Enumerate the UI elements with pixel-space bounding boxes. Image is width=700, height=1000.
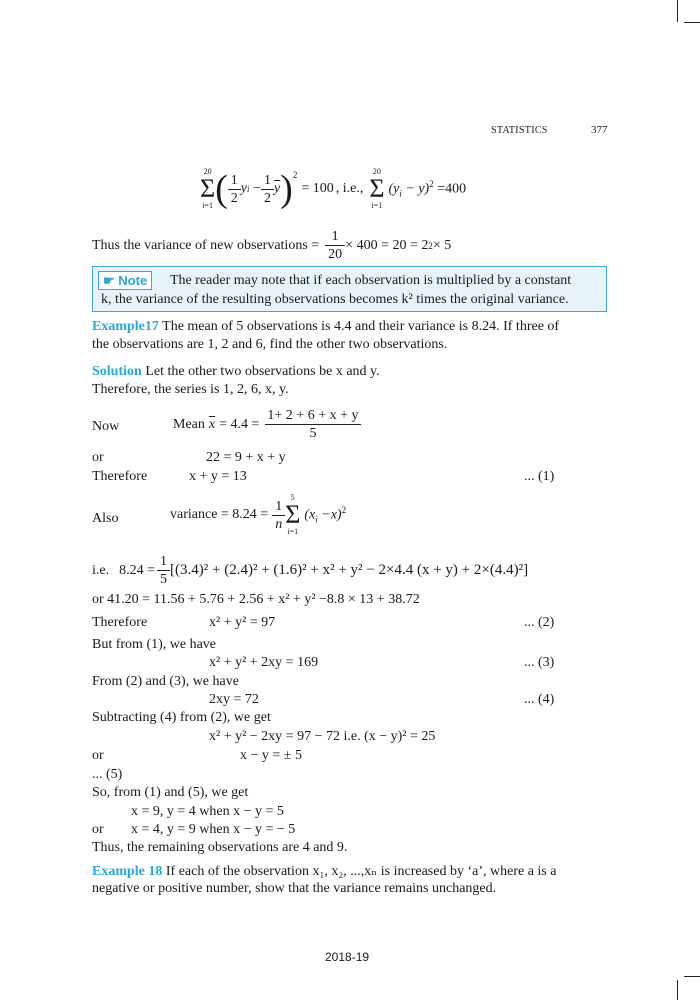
example17-line2: the observations are 1, 2 and 6, find the other two observations. [92,337,448,352]
solution-case-2: x = 4, y = 9 when x − y = − 5 [131,822,296,837]
crop-mark-bottom-vertical [677,980,678,1000]
variance-equation: variance = 8.24 = $\frac{1}{n}$ 5 Σ i=1 $(x_i -x)^2$ [170,493,347,536]
so-from-line: So, from (1) and (5), we get [92,785,249,800]
summation-symbol-3: 5 Σ i=1 [285,493,301,536]
pointing-hand-icon: ☛ [103,273,115,288]
equation-top: 20 Σ i=1 ( $\frac{1}{2}$ y i − $\frac{1}{2}$ $\overline{y}$ ) $^2$ = 100 , i.e., 20 Σ i=1 $(y_i - y)^2 =400$ [200,167,467,210]
note-box [92,266,607,312]
example18-label: Example 18 [92,864,163,879]
equation-4: 2xy = 72 [209,692,259,707]
or-expansion-line: or 41.20 = 11.56 + 5.76 + 2.56 + x² + y² −8.8 × 13 + 38.72 [92,592,420,607]
solution-case-1: x = 9, y = 4 when x − y = 5 [131,804,284,819]
or-label-1: or [92,450,104,465]
example18-line1: Example 18 If each of the observation x₁, x₂, ...,xₙ is increased by ‘a’, where a is a [92,864,557,879]
running-header: STATISTICS [491,125,548,136]
summation-symbol: 20 Σ i=1 [200,167,216,210]
or-equation-1: 22 = 9 + x + y [206,450,286,465]
therefore-equation-1: x + y = 13 [189,469,247,484]
conclusion-line: Thus, the remaining observations are 4 and 9. [92,840,348,855]
from-2-and-3-line: From (2) and (3), we have [92,674,239,689]
now-label: Now [92,419,120,434]
but-from-line: But from (1), we have [92,637,217,652]
equation-number-1: ... (1) [524,469,555,484]
equation-number-5: ... (5) [92,767,123,782]
therefore-label-1: Therefore [92,469,148,484]
example17-label: Example17 [92,319,159,334]
note-text-line1: The reader may note that if each observation is multiplied by a constant [170,273,572,288]
solution-line2: Therefore, the series is 1, 2, 6, x, y. [92,382,289,397]
solution-label: Solution [92,364,142,379]
footer-year: 2018-19 [325,950,370,964]
or-equation-3: x − y = ± 5 [240,748,302,763]
variance-result-line: Thus the variance of new observations = $\frac{1}{20}$ × 400 = 20 = 2 2 × 5 [92,229,452,262]
or-label-4: or [92,822,104,837]
therefore-label-2: Therefore [92,615,148,630]
equation-3: x² + y² + 2xy = 169 [209,655,319,670]
also-label: Also [92,511,119,526]
summation-symbol-2: 20 Σ i=1 [369,167,385,210]
note-tag: ☛ Note [98,271,152,290]
ie-line: i.e. 8.24 = $\frac{1}{5}$ [(3.4)² + (2.4)² + (1.6)² + x² + y² − 2×4.4 (x + y) + 2×(4.4)²] [92,554,529,587]
example17-line1: Example17 The mean of 5 observations is 4.4 and their variance is 8.24. If three of [92,319,560,334]
note-text-line2: k, the variance of the resulting observations becomes k² times the original variance. [101,292,569,307]
mean-equation: Mean $\overline{x}$ = 4.4 = $\frac{1+ 2 + 6 + x + y}{5}$ [173,408,359,441]
solution-line1: Solution Let the other two observations be x and y. [92,364,380,379]
example18-line2: negative or positive number, show that the variance remains unchanged. [92,881,497,896]
crop-mark-bottom-horizontal [684,976,700,977]
crop-mark-top-horizontal [684,22,700,23]
equation-number-4: ... (4) [524,692,555,707]
equation-number-2: ... (2) [524,615,555,630]
page-number: 377 [591,124,608,136]
subtraction-equation: x² + y² − 2xy = 97 − 72 i.e. (x − y)² = 25 [209,729,436,744]
equation-number-3: ... (3) [524,655,555,670]
subtracting-line: Subtracting (4) from (2), we get [92,710,271,725]
therefore-equation-2: x² + y² = 97 [209,615,276,630]
crop-mark-top-vertical [677,0,678,22]
or-label-3: or [92,748,104,763]
